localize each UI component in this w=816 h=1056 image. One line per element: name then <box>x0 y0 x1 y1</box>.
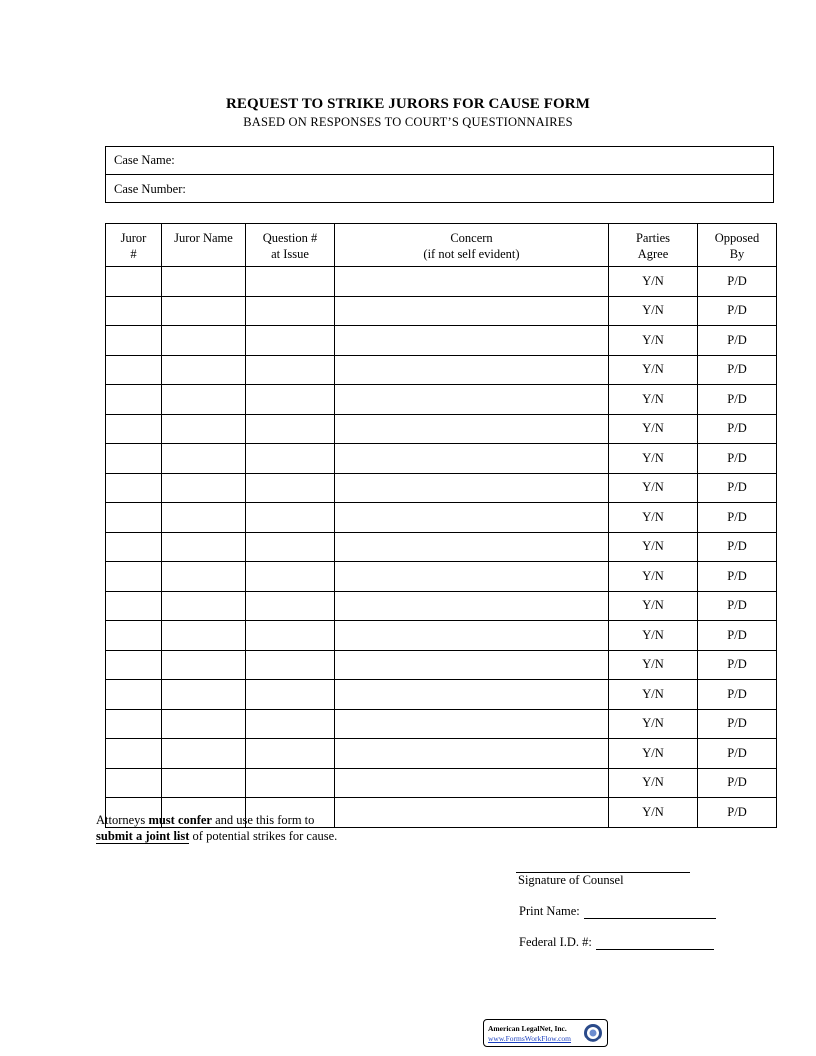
federal-id-line[interactable] <box>596 936 714 950</box>
table-row <box>106 680 777 710</box>
concern-cell[interactable] <box>335 739 609 769</box>
joint-list-emphasis: submit a joint list <box>96 829 190 843</box>
opposed-by-cell[interactable]: P/D <box>698 267 777 297</box>
question-cell[interactable] <box>246 414 335 444</box>
col-header-opposed-by: Opposed By <box>698 224 777 267</box>
juror-number-cell[interactable] <box>106 768 162 798</box>
question-cell[interactable] <box>246 562 335 592</box>
parties-agree-cell[interactable]: Y/N <box>609 385 698 415</box>
question-cell[interactable] <box>246 739 335 769</box>
juror-number-cell[interactable] <box>106 739 162 769</box>
concern-cell[interactable] <box>335 650 609 680</box>
juror-number-cell[interactable] <box>106 562 162 592</box>
concern-cell[interactable] <box>335 680 609 710</box>
table-row <box>106 532 777 562</box>
concern-cell[interactable] <box>335 355 609 385</box>
federal-id-field <box>519 935 714 950</box>
table-row <box>106 503 777 533</box>
juror-number-cell[interactable] <box>106 473 162 503</box>
question-cell[interactable] <box>246 621 335 651</box>
table-row <box>106 709 777 739</box>
juror-name-cell[interactable] <box>162 680 246 710</box>
juror-number-cell[interactable] <box>106 267 162 297</box>
opposed-by-cell[interactable]: P/D <box>698 562 777 592</box>
opposed-by-cell[interactable]: P/D <box>698 473 777 503</box>
juror-name-cell[interactable] <box>162 768 246 798</box>
print-name-field <box>519 904 716 919</box>
concern-cell[interactable] <box>335 532 609 562</box>
table-row <box>106 385 777 415</box>
question-cell[interactable] <box>246 709 335 739</box>
juror-name-cell[interactable] <box>162 444 246 474</box>
table-row <box>106 621 777 651</box>
juror-number-cell[interactable] <box>106 680 162 710</box>
parties-agree-cell[interactable]: Y/N <box>609 473 698 503</box>
table-row <box>106 355 777 385</box>
opposed-by-cell[interactable]: P/D <box>698 355 777 385</box>
table-row <box>106 562 777 592</box>
opposed-by-cell[interactable]: P/D <box>698 532 777 562</box>
col-header-parties-agree: Parties Agree <box>609 224 698 267</box>
col-header-juror-number: Juror # <box>106 224 162 267</box>
parties-agree-cell[interactable]: Y/N <box>609 414 698 444</box>
concern-cell[interactable] <box>335 768 609 798</box>
juror-number-cell[interactable] <box>106 385 162 415</box>
print-name-label: Print Name: <box>519 904 580 918</box>
juror-name-cell[interactable] <box>162 473 246 503</box>
case-number-input[interactable] <box>190 177 773 201</box>
table-row <box>106 591 777 621</box>
parties-agree-cell[interactable]: Y/N <box>609 739 698 769</box>
opposed-by-cell[interactable]: P/D <box>698 385 777 415</box>
parties-agree-cell[interactable]: Y/N <box>609 562 698 592</box>
parties-agree-cell[interactable]: Y/N <box>609 503 698 533</box>
opposed-by-cell[interactable]: P/D <box>698 296 777 326</box>
juror-number-cell[interactable] <box>106 650 162 680</box>
parties-agree-cell[interactable]: Y/N <box>609 621 698 651</box>
juror-name-cell[interactable] <box>162 267 246 297</box>
parties-agree-cell[interactable]: Y/N <box>609 532 698 562</box>
question-cell[interactable] <box>246 385 335 415</box>
concern-cell[interactable] <box>335 385 609 415</box>
table-header-row <box>106 224 777 267</box>
juror-name-cell[interactable] <box>162 621 246 651</box>
federal-id-label: Federal I.D. #: <box>519 935 592 949</box>
question-cell[interactable] <box>246 680 335 710</box>
parties-agree-cell[interactable]: Y/N <box>609 798 698 828</box>
juror-number-cell[interactable] <box>106 532 162 562</box>
question-cell[interactable] <box>246 473 335 503</box>
concern-cell[interactable] <box>335 621 609 651</box>
juror-name-cell[interactable] <box>162 650 246 680</box>
opposed-by-cell[interactable]: P/D <box>698 503 777 533</box>
juror-name-cell[interactable] <box>162 532 246 562</box>
concern-cell[interactable] <box>335 326 609 356</box>
parties-agree-cell[interactable]: Y/N <box>609 296 698 326</box>
case-name-label: Case Name: <box>114 153 175 167</box>
table-row <box>106 650 777 680</box>
juror-number-cell[interactable] <box>106 296 162 326</box>
juror-number-cell[interactable] <box>106 414 162 444</box>
parties-agree-cell[interactable]: Y/N <box>609 326 698 356</box>
question-cell[interactable] <box>246 355 335 385</box>
form-title: REQUEST TO STRIKE JURORS FOR CAUSE FORM <box>226 96 590 112</box>
american-legalnet-logo[interactable] <box>483 1019 608 1047</box>
strike-table <box>105 223 777 828</box>
parties-agree-cell[interactable]: Y/N <box>609 267 698 297</box>
case-name-input[interactable] <box>179 149 773 173</box>
logo-name: American LegalNet, Inc. <box>488 1024 567 1033</box>
concern-cell[interactable] <box>335 473 609 503</box>
question-cell[interactable] <box>246 503 335 533</box>
concern-cell[interactable] <box>335 562 609 592</box>
juror-name-cell[interactable] <box>162 414 246 444</box>
opposed-by-cell[interactable]: P/D <box>698 739 777 769</box>
question-cell[interactable] <box>246 267 335 297</box>
table-row <box>106 739 777 769</box>
case-name-row <box>106 147 773 175</box>
question-cell[interactable] <box>246 296 335 326</box>
print-name-line[interactable] <box>584 905 716 919</box>
opposed-by-cell[interactable]: P/D <box>698 591 777 621</box>
juror-name-cell[interactable] <box>162 709 246 739</box>
case-number-row <box>106 175 773 203</box>
juror-number-cell[interactable] <box>106 355 162 385</box>
table-row <box>106 267 777 297</box>
opposed-by-cell[interactable]: P/D <box>698 414 777 444</box>
juror-name-cell[interactable] <box>162 296 246 326</box>
opposed-by-cell[interactable]: P/D <box>698 326 777 356</box>
question-cell[interactable] <box>246 768 335 798</box>
concern-cell[interactable] <box>335 414 609 444</box>
col-header-question: Question # at Issue <box>246 224 335 267</box>
concern-cell[interactable] <box>335 267 609 297</box>
concern-cell[interactable] <box>335 709 609 739</box>
concern-cell[interactable] <box>335 503 609 533</box>
juror-number-cell[interactable] <box>106 444 162 474</box>
juror-number-cell[interactable] <box>106 326 162 356</box>
opposed-by-cell[interactable]: P/D <box>698 444 777 474</box>
col-header-juror-name: Juror Name <box>162 224 246 267</box>
parties-agree-cell[interactable]: Y/N <box>609 709 698 739</box>
concern-cell[interactable] <box>335 798 609 828</box>
juror-name-cell[interactable] <box>162 385 246 415</box>
juror-name-cell[interactable] <box>162 591 246 621</box>
juror-name-cell[interactable] <box>162 739 246 769</box>
juror-name-cell[interactable] <box>162 326 246 356</box>
juror-name-cell[interactable] <box>162 355 246 385</box>
opposed-by-cell[interactable]: P/D <box>698 621 777 651</box>
parties-agree-cell[interactable]: Y/N <box>609 650 698 680</box>
juror-name-cell[interactable] <box>162 562 246 592</box>
juror-number-cell[interactable] <box>106 621 162 651</box>
concern-cell[interactable] <box>335 444 609 474</box>
question-cell[interactable] <box>246 532 335 562</box>
juror-name-cell[interactable] <box>162 503 246 533</box>
instructions-note: Attorneys must confer and use this form to submit a joint list of potential strikes for cause. <box>96 813 338 843</box>
must-confer-emphasis: must confer <box>148 813 212 827</box>
concern-cell[interactable] <box>335 591 609 621</box>
table-row <box>106 296 777 326</box>
opposed-by-cell[interactable]: P/D <box>698 650 777 680</box>
parties-agree-cell[interactable]: Y/N <box>609 591 698 621</box>
case-number-label: Case Number: <box>114 181 186 196</box>
juror-number-cell[interactable] <box>106 591 162 621</box>
juror-number-cell[interactable] <box>106 709 162 739</box>
opposed-by-cell[interactable]: P/D <box>698 709 777 739</box>
parties-agree-cell[interactable]: Y/N <box>609 355 698 385</box>
question-cell[interactable] <box>246 591 335 621</box>
opposed-by-cell[interactable]: P/D <box>698 680 777 710</box>
logo-url-link[interactable]: www.FormsWorkFlow.com <box>488 1034 572 1043</box>
case-info-box <box>105 146 774 203</box>
question-cell[interactable] <box>246 650 335 680</box>
opposed-by-cell[interactable]: P/D <box>698 768 777 798</box>
workflow-globe-icon <box>582 1022 604 1044</box>
signature-label: Signature of Counsel <box>518 873 624 887</box>
table-row <box>106 444 777 474</box>
table-row <box>106 473 777 503</box>
opposed-by-cell[interactable]: P/D <box>698 798 777 828</box>
parties-agree-cell[interactable]: Y/N <box>609 680 698 710</box>
parties-agree-cell[interactable]: Y/N <box>609 444 698 474</box>
concern-cell[interactable] <box>335 296 609 326</box>
question-cell[interactable] <box>246 326 335 356</box>
table-row <box>106 326 777 356</box>
col-header-concern: Concern (if not self evident) <box>335 224 609 267</box>
table-row <box>106 414 777 444</box>
juror-number-cell[interactable] <box>106 503 162 533</box>
table-row <box>106 768 777 798</box>
form-subtitle: BASED ON RESPONSES TO COURT’S QUESTIONNAIRES <box>243 115 573 129</box>
table-body <box>106 267 777 828</box>
parties-agree-cell[interactable]: Y/N <box>609 768 698 798</box>
question-cell[interactable] <box>246 444 335 474</box>
